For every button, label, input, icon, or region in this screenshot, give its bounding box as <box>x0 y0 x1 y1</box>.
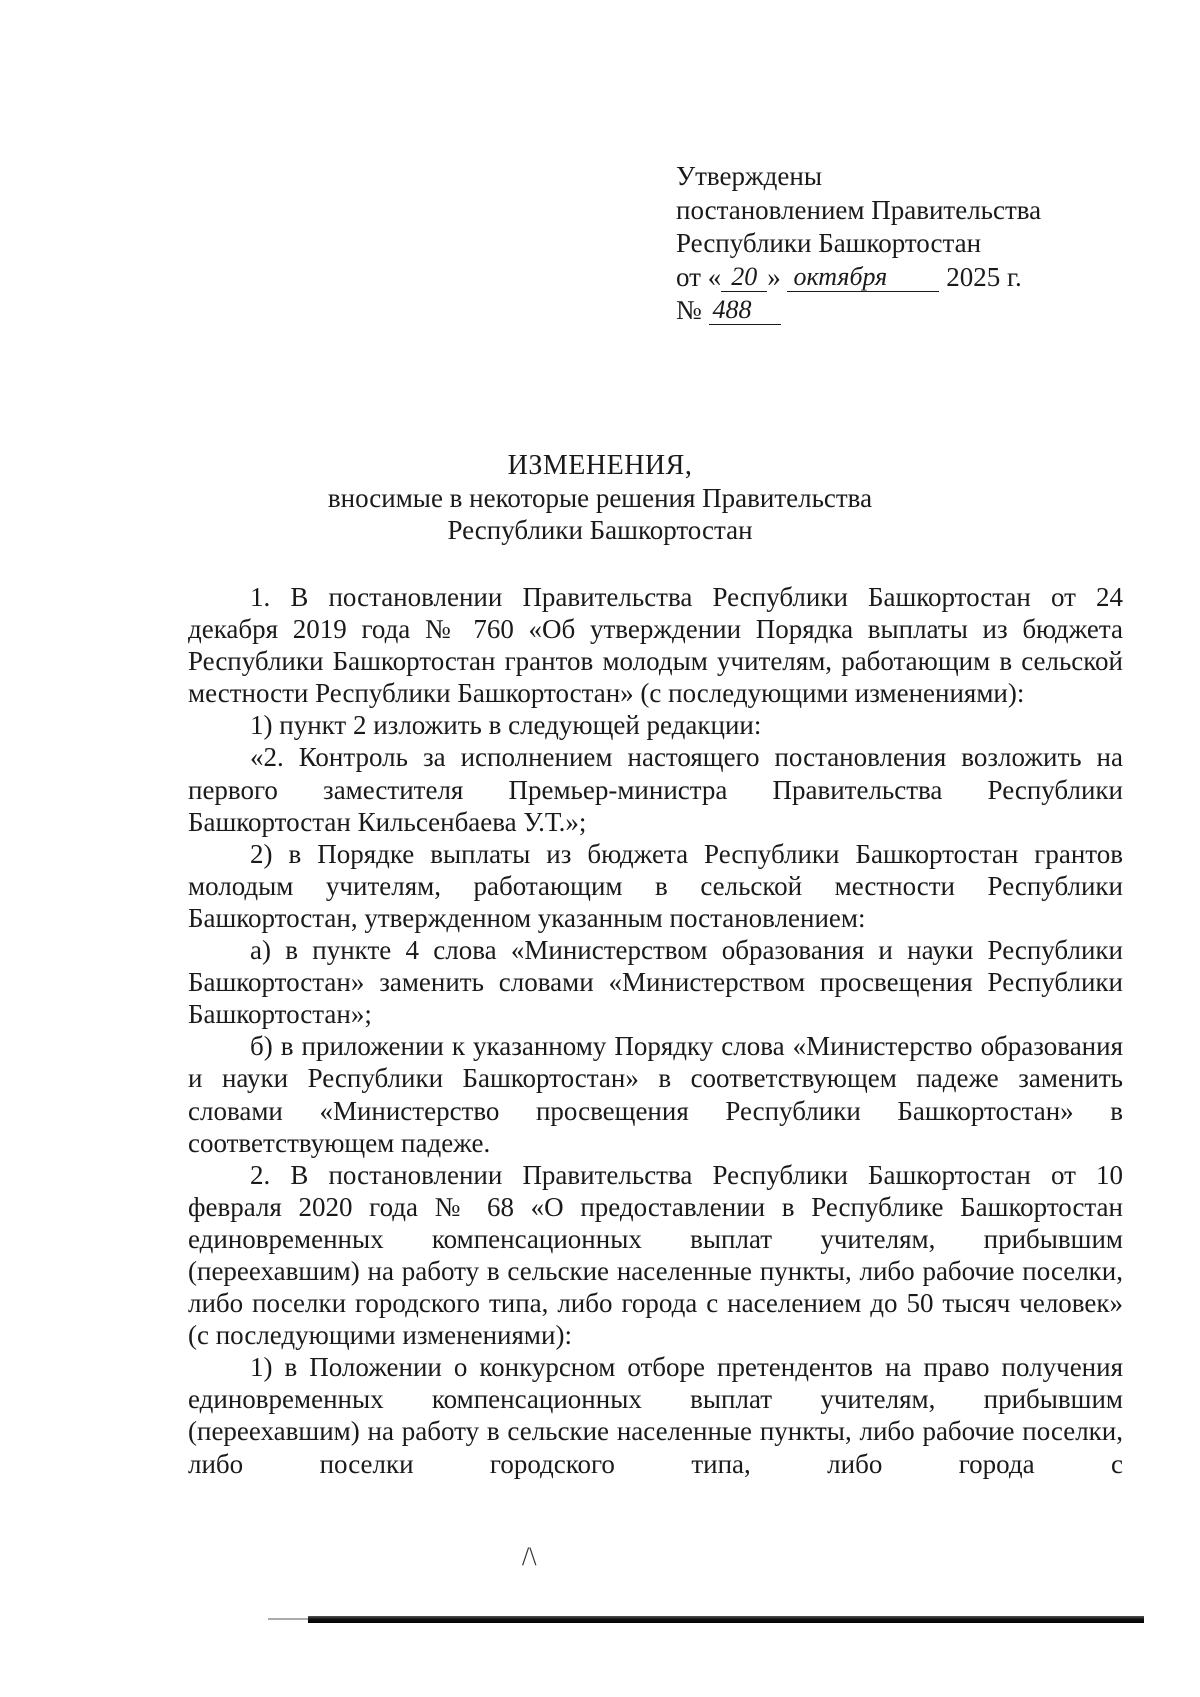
approval-line-1: Утверждены <box>676 161 822 191</box>
document-body <box>188 581 1123 1480</box>
date-prefix: от « <box>676 261 722 292</box>
paragraph-1: 1. В постановлении Правительства Республики Башкортостан от 24 декабря 2019 года № 760 «Об утверждении Порядка выплаты из бюджета Республики Башкортостан грантов молодым учителям, работающим в сельской местности Республики Башкортостан» (с последующими изменениями): <box>188 582 1123 709</box>
document-heading <box>0 450 1200 546</box>
paragraph-8: 1) в Положении о конкурсном отборе претендентов на право получения единовременных компенсационных выплат учителям, прибывшим (переехавшим) на работу в сельские населенные пункты, либо рабочие поселки, либо поселки городского типа, либо города с <box>188 1352 1123 1479</box>
approval-line-3: Республики Башкортостан <box>676 228 982 258</box>
paragraph-7: 2. В постановлении Правительства Республики Башкортостан от 10 февраля 2020 года № 68 «О предоставлении в Республике Башкортостан единовременных компенсационных выплат учителям, прибывшим (переехавшим) на работу в сельские населенные пункты, либо рабочие поселки, либо поселки городского типа, либо города с населением до 50 тысяч человек» (с последующими изменениями): <box>188 1159 1123 1351</box>
date-month: октября <box>787 263 939 292</box>
date-day: 20 <box>721 263 767 292</box>
approval-line-2: постановлением Правительства <box>676 194 1042 225</box>
date-year: 2025 г. <box>946 261 1022 292</box>
approval-stamp <box>676 160 1041 328</box>
paragraph-3: «2. Контроль за исполнением настоящего постановления возложить на первого заместителя Премьер-министра Правительства Республики Башкортостан Кильсенбаева У.Т.»; <box>188 742 1123 837</box>
date-mid: » <box>767 261 781 292</box>
paragraph-5: а) в пункте 4 слова «Министерством образования и науки Республики Башкортостан» заменить словами «Министерством просвещения Республики Башкортостан»; <box>188 935 1123 1030</box>
approval-number-line <box>676 294 1041 328</box>
scan-edge-line <box>308 1616 1144 1623</box>
paragraph-2: 1) пункт 2 изложить в следующей редакции: <box>250 710 762 741</box>
number-prefix: № <box>676 295 702 325</box>
approval-date-line <box>676 261 1041 295</box>
handwritten-page-mark: /\ <box>522 1542 537 1571</box>
heading-subtitle-1: вносимые в некоторые решения Правительства <box>327 483 873 513</box>
document-number: 488 <box>709 296 781 325</box>
heading-subtitle-2: Республики Башкортостан <box>447 515 753 545</box>
paragraph-4: 2) в Порядке выплаты из бюджета Республики Башкортостан грантов молодым учителям, работающим в сельской местности Республики Башкортостан, утвержденном указанным постановлением: <box>188 838 1123 933</box>
paragraph-6: б) в приложении к указанному Порядку слова «Министерство образования и науки Республики Башкортостан» в соответствующем падеже заменить словами «Министерство просвещения Республики Башкортостан» в соответствующем падеже. <box>188 1031 1123 1158</box>
heading-title: ИЗМЕНЕНИЯ, <box>507 450 693 481</box>
